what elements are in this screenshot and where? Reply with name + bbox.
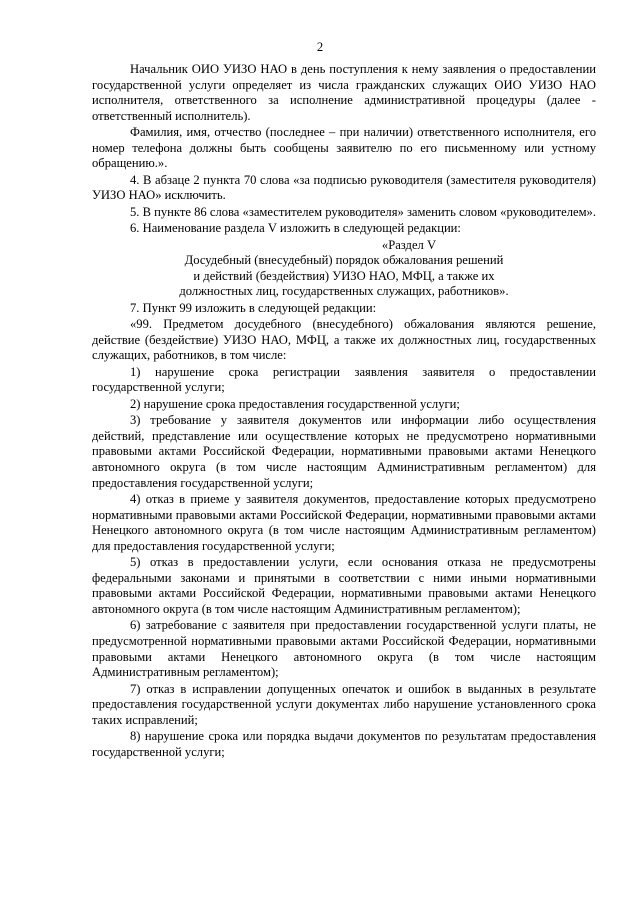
list-item-5: 5) отказ в предоставлении услуги, если основания отказа не предусмотрены федеральными законами и принятыми в соответствии с ними иными нормативными правовыми актами Российской Федерации, нормативными правовыми актами Ненецкого автономного округа (в том числе настоящим Административным регламентом); bbox=[92, 555, 596, 616]
section-title-line-2: и действий (бездействия) УИЗО НАО, МФЦ, а также их bbox=[193, 268, 495, 283]
paragraph-item-7: 7. Пункт 99 изложить в следующей редакции: bbox=[130, 300, 377, 315]
list-item-3: 3) требование у заявителя документов или информации либо осуществления действий, представление или осуществление которых не предусмотрено нормативными правовыми актами Российской Федерации, нормативными правовыми актами Ненецкого автономного округа (в том числе настоящим Административным регламентом) для предоставления государственной услуги; bbox=[92, 413, 596, 490]
list-item-1: 1) нарушение срока регистрации заявления заявителя о предоставлении государственной услуги; bbox=[92, 364, 596, 395]
list-item-4: 4) отказ в приеме у заявителя документов, предоставление которых предусмотрено нормативными правовыми актами Российской Федерации, нормативными правовыми актами Ненецкого автономного округа (в том числе настоящим Административным регламентом) для предоставления государственной услуги; bbox=[92, 492, 596, 553]
list-item-2: 2) нарушение срока предоставления государственной услуги; bbox=[130, 396, 460, 411]
page-number: 2 bbox=[316, 40, 324, 54]
paragraph-head-appoints-executor: Начальник ОИО УИЗО НАО в день поступления к нему заявления о предоставлении государственной услуги определяет из числа гражданских служащих ОИО УИЗО НАО исполнителя, ответственного за исполнение административной процедуры (далее - ответственный исполнитель). bbox=[92, 62, 596, 123]
section-label: «Раздел V bbox=[381, 237, 437, 252]
list-item-8: 8) нарушение срока или порядка выдачи документов по результатам предоставления государственной услуги; bbox=[92, 729, 596, 759]
section-title-line-3: должностных лиц, государственных служащих, работников». bbox=[179, 284, 509, 299]
paragraph-99-intro: «99. Предметом досудебного (внесудебного) обжалования являются решение, действие (бездействие) УИЗО НАО, МФЦ, а также их должностных лиц, государственных служащих, работников, в том числе: bbox=[92, 317, 596, 363]
list-item-6: 6) затребование с заявителя при предоставлении государственной услуги платы, не предусмотренной нормативными правовыми актами Российской Федерации, нормативными правовыми актами Ненецкого автономного округа (в том числе настоящим Административным регламентом); bbox=[92, 618, 596, 680]
list-item-7: 7) отказ в исправлении допущенных опечаток и ошибок в выданных в результате предоставления государственной услуги документах либо нарушение установленного срока таких исправлений; bbox=[92, 681, 596, 727]
document-body bbox=[92, 62, 596, 761]
paragraph-executor-contact: Фамилия, имя, отчество (последнее – при наличии) ответственного исполнителя, его номер телефона должны быть сообщены заявителю по его письменному или устному обращению.». bbox=[92, 125, 596, 171]
section-title-line-1: Досудебный (внесудебный) порядок обжалования решений bbox=[184, 253, 504, 268]
paragraph-item-5: 5. В пункте 86 слова «заместителем руководителя» заменить словом «руководителем». bbox=[130, 204, 596, 219]
paragraph-item-6: 6. Наименование раздела V изложить в следующей редакции: bbox=[130, 221, 461, 236]
paragraph-item-4: 4. В абзаце 2 пункта 70 слова «за подписью руководителя (заместителя руководителя) УИЗО НАО» исключить. bbox=[92, 172, 596, 203]
